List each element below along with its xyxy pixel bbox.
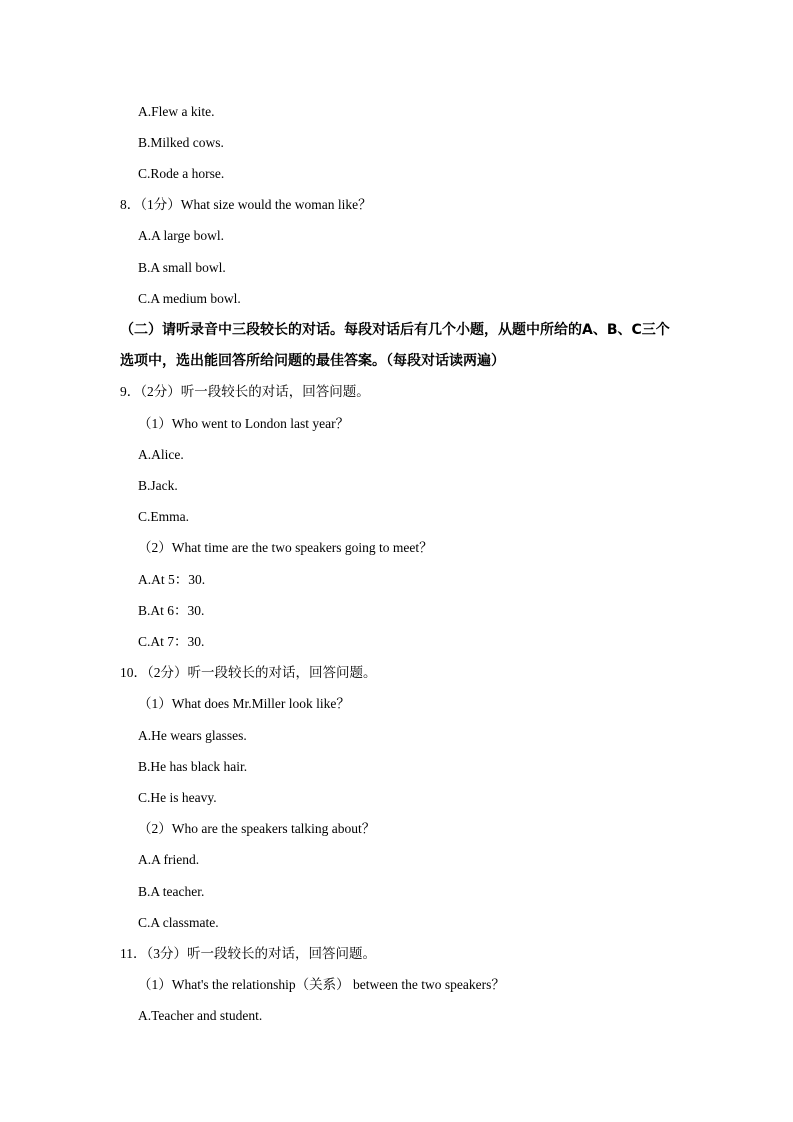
option-c-q9-1: C.Emma. <box>138 509 189 524</box>
option-a-q9-1: A.Alice. <box>138 447 184 462</box>
question-11: 11．（3分）听一段较长的对话，回答问题。 <box>120 946 376 961</box>
question-11-sub-1: （1）What's the relationship（关系） between the two speakers？ <box>138 977 505 992</box>
question-10: 10．（2分）听一段较长的对话，回答问题。 <box>120 665 377 680</box>
question-10-sub-1: （1）What does Mr.Miller look like？ <box>138 696 350 711</box>
option-c-q7: C.Rode a horse. <box>138 166 225 181</box>
option-a-q8: A.A large bowl. <box>138 228 224 243</box>
option-a-q7: A.Flew a kite. <box>138 104 215 119</box>
option-b-q9-1: B.Jack. <box>138 478 178 493</box>
question-9-sub-1: （1）Who went to London last year？ <box>138 416 350 431</box>
option-b-q9-2: B.At 6：30. <box>138 603 205 618</box>
option-b-q7: B.Milked cows. <box>138 135 224 150</box>
option-b-q8: B.A small bowl. <box>138 260 226 275</box>
option-c-q10-1: C.He is heavy. <box>138 790 217 805</box>
option-a-q11-1: A.Teacher and student. <box>138 1008 263 1023</box>
question-10-sub-2: （2）Who are the speakers talking about？ <box>138 821 376 836</box>
option-b-q10-1: B.He has black hair. <box>138 759 248 774</box>
question-8: 8．（1分）What size would the woman like？ <box>120 197 372 212</box>
option-a-q10-2: A.A friend. <box>138 852 200 867</box>
question-9: 9．（2分）听一段较长的对话，回答问题。 <box>120 384 370 399</box>
option-a-q10-1: A.He wears glasses. <box>138 728 247 743</box>
question-9-sub-2: （2）What time are the two speakers going to meet？ <box>138 540 433 555</box>
option-b-q10-2: B.A teacher. <box>138 884 205 899</box>
section-heading-line-2: 选项中，选出能回答所给问题的最佳答案。（每段对话读两遍） <box>120 353 505 369</box>
option-c-q9-2: C.At 7：30. <box>138 634 205 649</box>
option-c-q10-2: C.A classmate. <box>138 915 219 930</box>
section-heading-line-1: （二）请听录音中三段较长的对话。每段对话后有几个小题，从题中所给的A、B、C三个 <box>120 322 670 338</box>
option-a-q9-2: A.At 5：30. <box>138 572 206 587</box>
option-c-q8: C.A medium bowl. <box>138 291 241 306</box>
